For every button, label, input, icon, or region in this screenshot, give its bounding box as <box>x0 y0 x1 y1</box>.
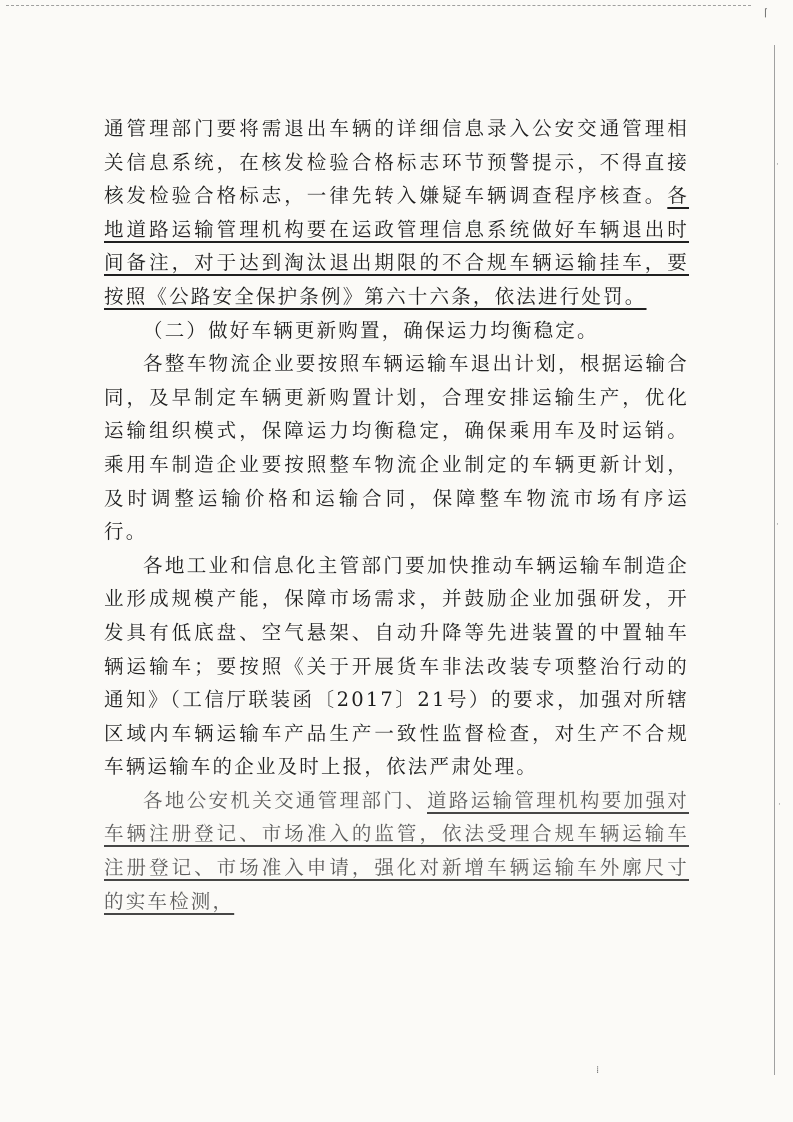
paragraph <box>104 784 689 918</box>
scan-corner-mark: ⌈ <box>764 8 768 19</box>
scan-edge-top <box>6 5 751 6</box>
paragraph-text: 通管理部门要将需退出车辆的详细信息录入公安交通管理相关信息系统，在核发检验合格标志环节预警提示，不得直接核发检验合格标志，一律先转入嫌疑车辆调查程序核查。 <box>104 117 689 208</box>
document-body <box>104 112 689 918</box>
paragraph-text: 各整车物流企业要按照车辆运输车退出计划，根据运输合同，及早制定车辆更新购置计划，合理安排运输生产，优化运输组织模式，保障运力均衡稳定，确保乘用车及时运销。乘用车制造企业要按照整车物流企业制定的车辆更新计划，及时调整运输价格和运输合同，保障整车物流市场有序运行。 <box>104 352 689 544</box>
scan-mark-bottom: ⁞ <box>596 1065 600 1076</box>
paragraph <box>104 347 689 549</box>
paragraph-text: 各地公安机关交通管理部门、 <box>143 788 427 812</box>
underlined-text: 各地道路运输管理机构要在运政管理信息系统做好车辆退出时间备注，对于达到淘汰退出期限的不合规车辆运输挂车，要按照《公路安全保护条例》第六十六条，依法进行处罚。 <box>104 184 689 308</box>
paragraph <box>104 112 689 314</box>
scan-side-mark: · <box>776 160 779 170</box>
scan-edge-right <box>774 45 775 1075</box>
scan-side-mark: · <box>778 800 781 810</box>
paragraph <box>104 549 689 784</box>
scan-side-mark: · <box>776 520 779 530</box>
heading-text: （二）做好车辆更新购置，确保运力均衡稳定。 <box>143 318 599 342</box>
paragraph-text: 各地工业和信息化主管部门要加快推动车辆运输车制造企业形成规模产能，保障市场需求，并鼓励企业加强研发，开发具有低底盘、空气悬架、自动升降等先进装置的中置轴车辆运输车；要按照《关于开展货车非法改装专项整治行动的通知》（工信厅联装函〔2017〕21号）的要求，加强对所辖区域内车辆运输车产品生产一致性监督检查，对生产不合规车辆运输车的企业及时上报，依法严肃处理。 <box>104 553 689 779</box>
section-heading <box>104 314 689 348</box>
underlined-text: 道路运输管理机构要加强对车辆注册登记、市场准入的监管，依法受理合规车辆运输车注册登记、市场准入申请，强化对新增车辆运输车外廓尺寸的实车检测， <box>104 788 689 913</box>
